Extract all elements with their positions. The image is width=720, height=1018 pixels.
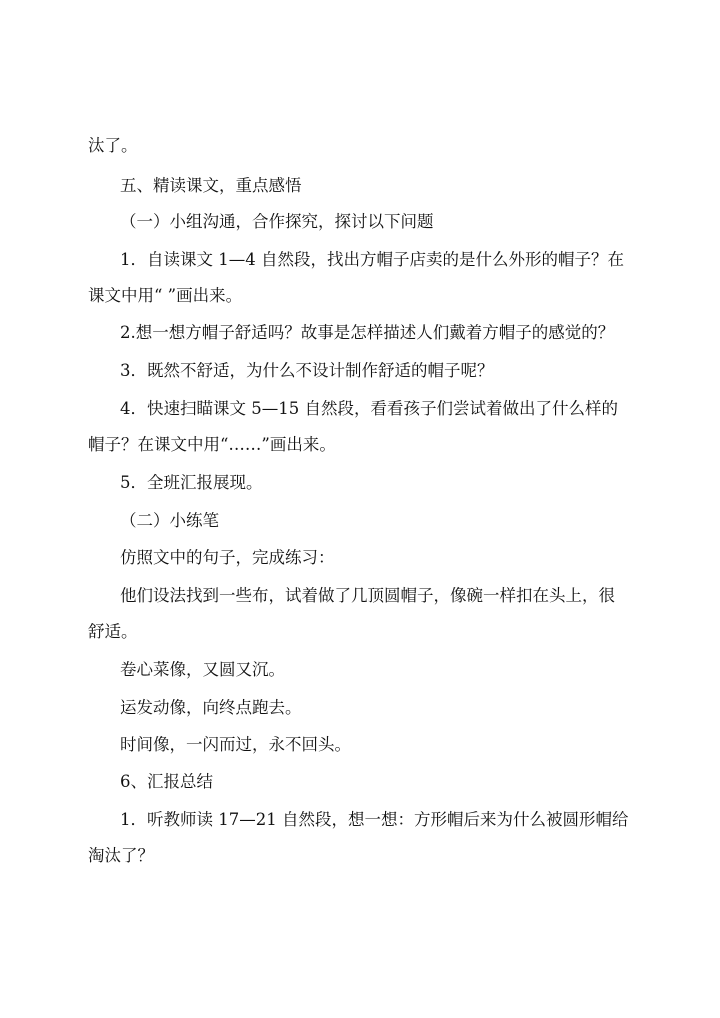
exercise-item-1: 卷心菜像，又圆又沉。 [120, 660, 285, 679]
exercise-instruction: 仿照文中的句子，完成练习： [120, 548, 335, 567]
text-line-continuation: 汰了。 [88, 136, 138, 155]
question-3: 3．既然不舒适，为什么不设计制作舒适的帽子呢？ [120, 361, 494, 380]
exercise-item-2: 运发动像，向终点跑去。 [120, 698, 302, 717]
example-sentence-line-2: 舒适。 [88, 622, 138, 641]
question-5: 5．全班汇报展现。 [120, 473, 263, 492]
summary-question-line-1: 1．听教师读 17—21 自然段，想一想：方形帽后来为什么被圆形帽给 [120, 810, 629, 829]
section-heading-six: 6、汇报总结 [120, 772, 213, 791]
question-1-line-2: 课文中用“ ”画出来。 [88, 286, 243, 305]
example-sentence-line-1: 他们设法找到一些布，试着做了几顶圆帽子，像碗一样扣在头上，很 [120, 586, 615, 605]
subsection-heading-one: （一）小组沟通，合作探究，探讨以下问题 [120, 212, 434, 231]
question-4-line-1: 4．快速扫瞄课文 5—15 自然段，看看孩子们尝试着做出了什么样的 [120, 399, 618, 418]
question-1-line-1: 1．自读课文 1—4 自然段，找出方帽子店卖的是什么外形的帽子？在 [120, 250, 624, 269]
exercise-item-3: 时间像，一闪而过，永不回头。 [120, 735, 351, 754]
summary-question-line-2: 淘汰了？ [88, 846, 154, 865]
section-heading-five: 五、精读课文，重点感悟 [120, 176, 302, 195]
question-2: 2.想一想方帽子舒适吗？故事是怎样描述人们戴着方帽子的感觉的？ [120, 323, 615, 342]
question-4-line-2: 帽子？在课文中用“……”画出来。 [88, 435, 336, 454]
subsection-heading-two: （二）小练笔 [120, 511, 219, 530]
